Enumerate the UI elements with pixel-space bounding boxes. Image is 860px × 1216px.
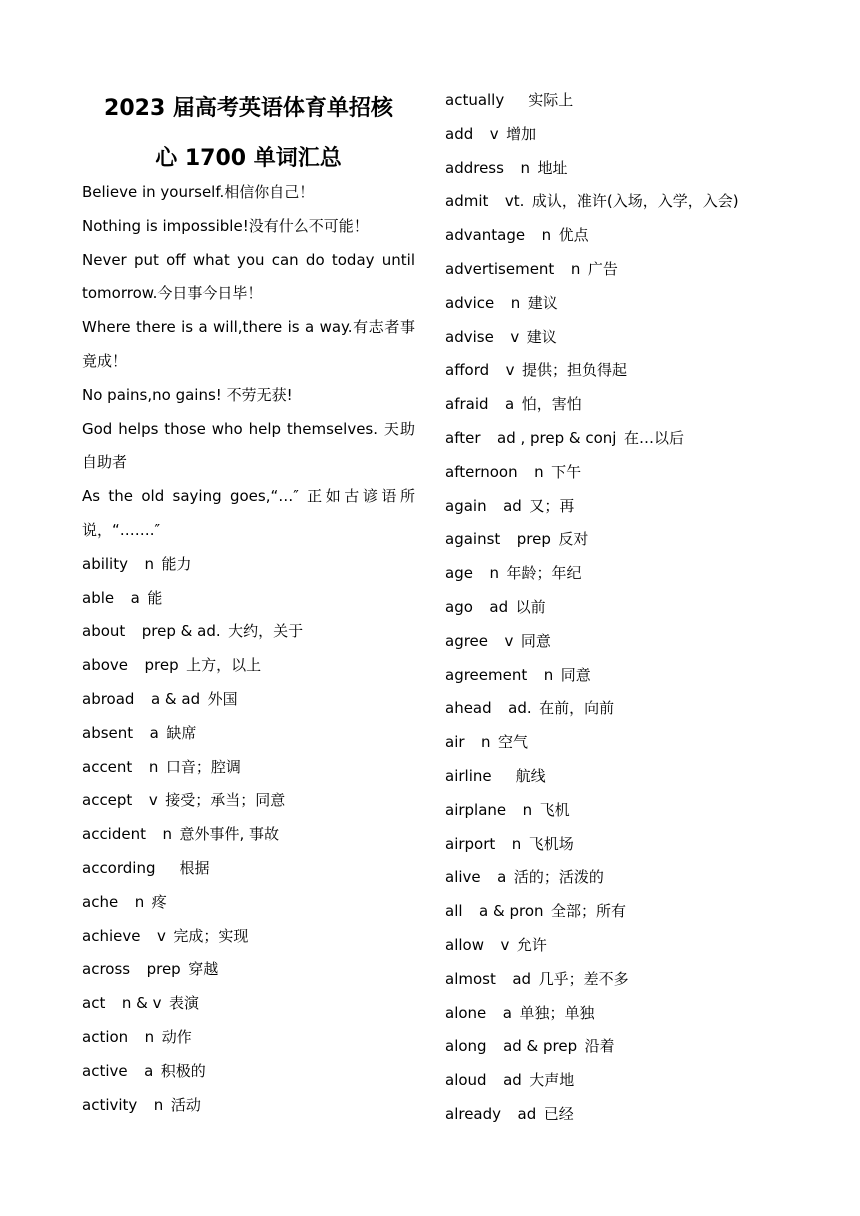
intro-line: No pains,no gains! 不劳无获! [82, 385, 293, 404]
vocab-pos: prep [146, 960, 181, 979]
intro-line: Believe in yourself.相信你自己！ [82, 183, 315, 201]
vocab-word: about [82, 622, 126, 641]
vocab-word: afford [445, 361, 490, 380]
vocab-word: already [445, 1104, 502, 1123]
vocab-entry [82, 615, 415, 649]
vocab-pos: prep & ad. [141, 622, 221, 641]
vocab-meaning: 根据 [179, 858, 210, 877]
vocab-pos: vt. [504, 192, 525, 211]
vocab-pos: ad & prep [503, 1037, 578, 1056]
vocab-entry [82, 1055, 415, 1089]
vocab-entry [445, 997, 825, 1031]
vocab-entry [82, 1089, 415, 1123]
vocab-meaning: 活的；活泼的 [513, 868, 604, 887]
vocab-meaning: 增加 [506, 124, 537, 143]
vocab-meaning: 积极的 [160, 1061, 206, 1080]
vocab-meaning: 上方，以上 [186, 656, 262, 675]
vocab-pos: ad [512, 969, 532, 988]
vocab-entry [445, 118, 825, 152]
vocab-pos: n [511, 834, 522, 853]
vocab-pos: v [148, 791, 158, 810]
vocab-word: activity [82, 1095, 138, 1114]
vocab-word: afraid [445, 395, 489, 414]
vocab-entry [82, 784, 415, 818]
vocab-word: along [445, 1037, 487, 1056]
vocab-meaning: 能 [147, 588, 163, 607]
vocab-entry [445, 929, 825, 963]
vocab-meaning: 怕，害怕 [521, 395, 582, 414]
left-column [82, 84, 415, 1122]
vocab-word: ahead [445, 699, 492, 718]
vocab-meaning: 地址 [537, 158, 568, 177]
vocab-pos: ad [503, 496, 522, 515]
vocab-entry [445, 861, 825, 895]
vocab-word: age [445, 564, 473, 583]
vocab-pos: n [162, 825, 173, 844]
vocab-entry [82, 548, 415, 582]
vocab-meaning: 在…以后 [623, 428, 684, 447]
right-column [445, 84, 825, 1132]
vocab-meaning: 疼 [151, 892, 167, 911]
vocab-entry [445, 591, 825, 625]
vocab-word: agree [445, 631, 489, 650]
vocab-entry [82, 987, 415, 1021]
vocab-entry [445, 692, 825, 726]
vocab-pos: prep [516, 530, 551, 549]
vocab-entry [445, 523, 825, 557]
vocab-meaning: 飞机 [539, 800, 570, 819]
vocab-meaning: 同意 [520, 631, 551, 650]
vocab-pos: n [481, 733, 491, 752]
vocab-entry [82, 1021, 415, 1055]
vocab-meaning: 反对 [558, 530, 589, 549]
vocab-pos: n [543, 665, 554, 684]
vocab-pos: n [510, 293, 521, 312]
vocab-entry [445, 1064, 825, 1098]
vocab-entry [445, 152, 825, 186]
vocab-pos: a [130, 588, 140, 607]
vocab-meaning: 几乎；差不多 [538, 969, 629, 988]
vocab-meaning: 大约，关于 [228, 622, 304, 641]
vocab-word: advise [445, 327, 494, 346]
vocab-meaning: 下午 [551, 462, 582, 481]
vocab-meaning: 表演 [168, 994, 199, 1013]
vocab-word: airport [445, 834, 496, 853]
vocab-meaning: 广告 [587, 259, 618, 278]
vocab-entry [82, 920, 415, 954]
vocab-meaning: 能力 [161, 554, 192, 573]
vocab-meaning: 以前 [515, 597, 546, 616]
vocab-entry [445, 1098, 825, 1132]
vocab-word: all [445, 902, 463, 921]
vocab-entry [445, 828, 825, 862]
vocab-pos: ad [489, 597, 509, 616]
vocab-entry [445, 185, 825, 219]
vocab-meaning: 航线 [515, 766, 546, 785]
vocab-pos: ad [503, 1071, 522, 1090]
vocab-pos: a [149, 723, 159, 742]
vocab-word: airline [445, 766, 492, 785]
vocab-entry [82, 886, 415, 920]
vocab-pos: n [148, 757, 159, 776]
vocab-meaning: 优点 [558, 226, 589, 245]
vocab-entry [445, 490, 825, 524]
vocab-entry [82, 683, 415, 717]
vocab-entry [445, 219, 825, 253]
vocab-word: address [445, 158, 504, 177]
vocab-word: advertisement [445, 259, 555, 278]
vocab-pos: n & v [121, 994, 162, 1013]
vocab-pos: v [500, 935, 510, 954]
vocab-meaning: 空气 [498, 733, 529, 752]
vocab-meaning: 已经 [543, 1104, 574, 1123]
vocab-word: action [82, 1027, 129, 1046]
vocab-entry [82, 953, 415, 987]
vocab-pos: prep [144, 656, 179, 675]
vocab-word: almost [445, 969, 496, 988]
vocab-entry [445, 659, 825, 693]
vocab-meaning: 在前，向前 [539, 699, 615, 718]
vocab-word: able [82, 588, 115, 607]
vocab-word: actually [445, 91, 505, 109]
vocab-entry [445, 422, 825, 456]
vocab-pos: a [502, 1003, 512, 1022]
intro-line: Never put off what you can do today until tomorrow.今日事今日毕！ [82, 250, 415, 303]
vocab-entry [82, 582, 415, 616]
vocab-meaning: 外国 [207, 689, 238, 708]
intro-line: Nothing is impossible!没有什么不可能！ [82, 216, 369, 235]
intro-line: God helps those who help themselves. 天助自助者 [82, 419, 415, 472]
vocab-meaning: 活动 [170, 1095, 201, 1114]
vocab-entry [445, 321, 825, 355]
vocab-meaning: 允许 [516, 935, 547, 954]
vocab-meaning: 意外事件, 事故 [179, 825, 280, 844]
vocab-word: absent [82, 723, 134, 742]
vocab-word: aloud [445, 1071, 487, 1090]
vocab-meaning: 提供；担负得起 [522, 361, 628, 380]
vocab-word: again [445, 496, 487, 515]
vocab-entry [445, 726, 825, 760]
vocab-pos: ad , prep & conj [497, 428, 617, 447]
vocab-word: active [82, 1061, 128, 1080]
vocab-pos: a & pron [479, 902, 544, 921]
vocab-word: against [445, 530, 501, 549]
vocab-entry [445, 760, 825, 794]
vocab-entry [445, 794, 825, 828]
vocab-word: across [82, 960, 131, 979]
vocab-entry [445, 287, 825, 321]
intro-line: Where there is a will,there is a way.有志者事竟成！ [82, 318, 415, 370]
vocab-word: accept [82, 791, 133, 810]
vocab-pos: n [570, 259, 581, 278]
vocab-word: act [82, 994, 106, 1013]
vocab-word: ability [82, 554, 128, 573]
vocab-entry [445, 963, 825, 997]
title-line-1: 2023 届高考英语体育单招核 [104, 96, 393, 121]
vocab-entry [445, 84, 825, 118]
vocab-entry [445, 388, 825, 422]
vocab-entry [82, 852, 415, 886]
vocab-entry [445, 456, 825, 490]
vocab-word: accident [82, 825, 146, 844]
vocab-pos: n [134, 892, 145, 911]
vocab-meaning: 成认，准许(入场，入学，入会) [531, 192, 739, 211]
vocab-meaning: 同意 [560, 665, 591, 684]
vocab-pos: n [489, 564, 499, 583]
vocab-pos: n [144, 554, 154, 573]
vocab-word: above [82, 656, 128, 675]
vocab-word: admit [445, 192, 489, 211]
vocab-meaning: 缺席 [166, 723, 197, 742]
vocab-pos: v [489, 124, 499, 143]
vocab-word: ago [445, 597, 473, 616]
vocab-pos: n [144, 1027, 155, 1046]
vocab-word: afternoon [445, 462, 518, 481]
vocab-entry [82, 649, 415, 683]
vocab-word: advice [445, 293, 495, 312]
vocab-pos: v [156, 926, 166, 945]
vocab-pos: ad [517, 1104, 537, 1123]
vocab-entry [82, 717, 415, 751]
vocab-word: alone [445, 1003, 487, 1022]
vocab-pos: n [534, 462, 544, 481]
vocab-meaning: 飞机场 [528, 834, 574, 853]
vocab-word: alive [445, 868, 481, 887]
word-list-right [445, 84, 825, 1132]
vocab-pos: a [505, 395, 515, 414]
vocab-entry [445, 557, 825, 591]
title-line-2: 心 1700 单词汇总 [155, 146, 342, 171]
vocab-meaning: 动作 [161, 1027, 192, 1046]
vocab-entry [445, 625, 825, 659]
vocab-word: air [445, 733, 465, 752]
vocab-entry [445, 895, 825, 929]
vocab-word: ache [82, 892, 119, 911]
vocab-meaning: 接受；承当；同意 [165, 791, 286, 810]
vocab-word: add [445, 124, 474, 143]
vocab-pos: a & ad [150, 689, 201, 708]
vocab-pos: v [504, 631, 514, 650]
vocab-meaning: 建议 [526, 327, 557, 346]
vocab-meaning: 年龄；年纪 [506, 564, 582, 583]
intro-line: As the old saying goes,“…″ 正如古谚语所说，“…….″ [82, 487, 415, 539]
vocab-meaning: 沿着 [584, 1037, 615, 1056]
vocab-meaning: 穿越 [188, 960, 219, 979]
vocab-meaning: 单独；单独 [519, 1003, 595, 1022]
vocab-pos: a [497, 868, 507, 887]
vocab-word: agreement [445, 665, 528, 684]
vocab-meaning: 全部；所有 [551, 902, 627, 921]
vocab-word: advantage [445, 226, 526, 245]
vocab-word: after [445, 428, 481, 447]
vocab-meaning: 又；再 [529, 496, 575, 515]
vocab-word: allow [445, 935, 484, 954]
word-list-left [82, 548, 415, 1123]
vocab-meaning: 建议 [527, 293, 558, 312]
vocab-entry [82, 751, 415, 785]
vocab-pos: n [520, 158, 530, 177]
vocab-pos: n [541, 226, 552, 245]
vocab-pos: n [522, 800, 533, 819]
vocab-pos: n [153, 1095, 164, 1114]
vocab-word: achieve [82, 926, 141, 945]
vocab-word: accent [82, 757, 133, 776]
vocab-meaning: 大声地 [529, 1071, 575, 1090]
vocab-pos: ad. [508, 699, 532, 718]
vocab-entry [445, 354, 825, 388]
vocab-meaning: 实际上 [528, 91, 574, 109]
vocab-meaning: 完成；实现 [173, 926, 249, 945]
vocab-entry [82, 818, 415, 852]
vocab-entry [445, 1030, 825, 1064]
vocab-entry [445, 253, 825, 287]
vocab-word: abroad [82, 689, 135, 708]
vocab-meaning: 口音；腔调 [165, 757, 241, 776]
vocab-pos: a [144, 1061, 154, 1080]
vocab-word: according [82, 858, 156, 877]
vocab-pos: v [505, 361, 515, 380]
vocab-word: airplane [445, 800, 507, 819]
vocab-pos: v [510, 327, 520, 346]
